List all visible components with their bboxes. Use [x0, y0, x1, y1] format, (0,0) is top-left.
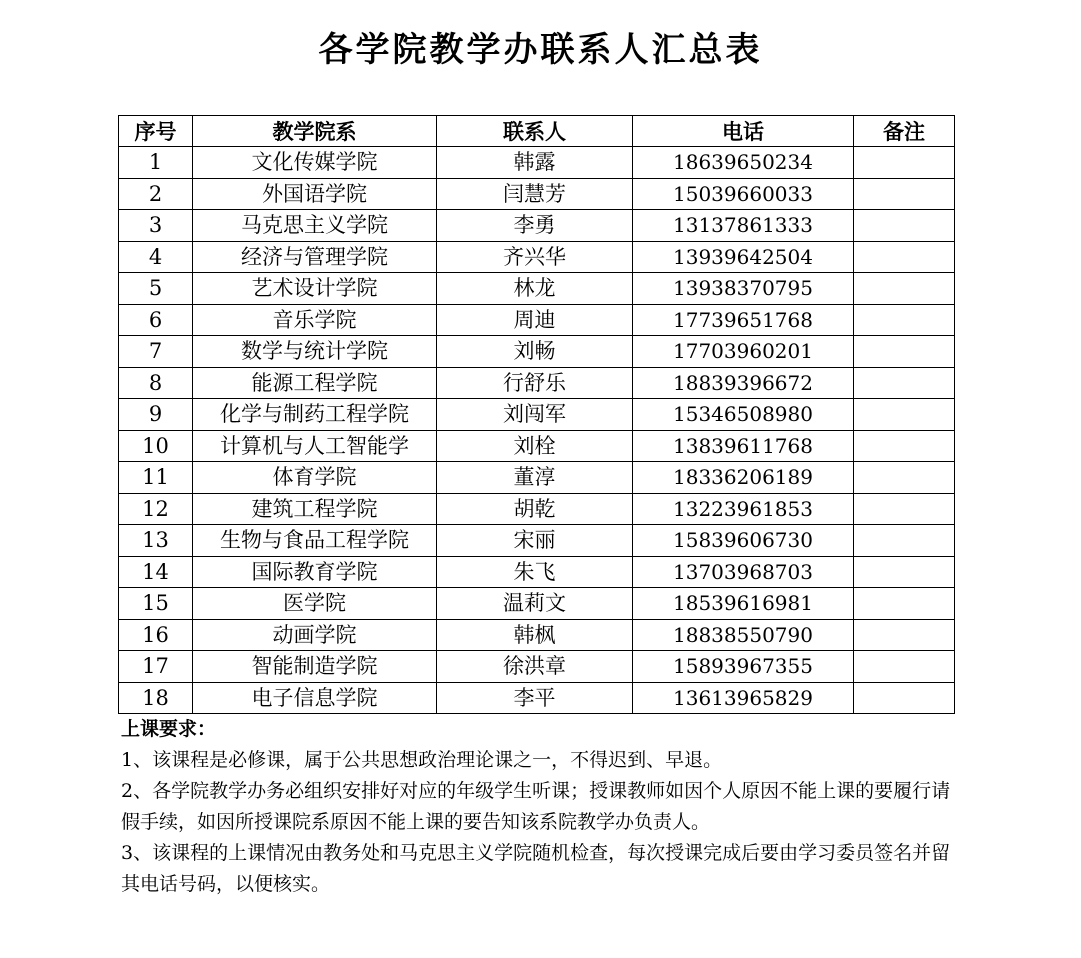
cell-note [854, 336, 955, 368]
cell-no: 18 [119, 682, 193, 714]
cell-contact: 刘畅 [437, 336, 633, 368]
cell-contact: 温莉文 [437, 588, 633, 620]
cell-contact: 董淳 [437, 462, 633, 494]
cell-note [854, 241, 955, 273]
cell-no: 10 [119, 430, 193, 462]
cell-college: 国际教育学院 [193, 556, 437, 588]
cell-no: 11 [119, 462, 193, 494]
cell-note [854, 273, 955, 305]
cell-college: 智能制造学院 [193, 651, 437, 683]
header-no: 序号 [119, 116, 193, 147]
cell-note [854, 588, 955, 620]
cell-note [854, 462, 955, 494]
cell-no: 12 [119, 493, 193, 525]
table-row [119, 556, 955, 588]
cell-college: 数学与统计学院 [193, 336, 437, 368]
cell-phone: 18839396672 [633, 367, 854, 399]
cell-phone: 17703960201 [633, 336, 854, 368]
cell-note [854, 682, 955, 714]
requirement-item-1: 1、该课程是必修课，属于公共思想政治理论课之一，不得迟到、早退。 [121, 749, 723, 771]
cell-college: 电子信息学院 [193, 682, 437, 714]
table-row [119, 682, 955, 714]
cell-contact: 闫慧芳 [437, 178, 633, 210]
cell-college: 动画学院 [193, 619, 437, 651]
cell-contact: 胡乾 [437, 493, 633, 525]
cell-college: 外国语学院 [193, 178, 437, 210]
cell-phone: 13223961853 [633, 493, 854, 525]
requirements-section [121, 714, 961, 900]
cell-no: 1 [119, 147, 193, 179]
cell-no: 6 [119, 304, 193, 336]
cell-contact: 韩枫 [437, 619, 633, 651]
cell-no: 2 [119, 178, 193, 210]
cell-college: 化学与制药工程学院 [193, 399, 437, 431]
cell-phone: 13938370795 [633, 273, 854, 305]
table-row [119, 304, 955, 336]
table-row [119, 525, 955, 557]
cell-contact: 徐洪章 [437, 651, 633, 683]
cell-no: 8 [119, 367, 193, 399]
table-row [119, 493, 955, 525]
table-row [119, 336, 955, 368]
cell-contact: 林龙 [437, 273, 633, 305]
table-row [119, 651, 955, 683]
cell-phone: 13137861333 [633, 210, 854, 242]
cell-no: 16 [119, 619, 193, 651]
table-row [119, 430, 955, 462]
table-row [119, 588, 955, 620]
table-row [119, 399, 955, 431]
cell-college: 音乐学院 [193, 304, 437, 336]
cell-no: 13 [119, 525, 193, 557]
cell-note [854, 525, 955, 557]
cell-note [854, 493, 955, 525]
cell-note [854, 399, 955, 431]
cell-contact: 朱飞 [437, 556, 633, 588]
cell-contact: 周迪 [437, 304, 633, 336]
table-row [119, 241, 955, 273]
cell-note [854, 210, 955, 242]
table-row [119, 619, 955, 651]
cell-note [854, 651, 955, 683]
table-body [119, 147, 955, 714]
cell-college: 经济与管理学院 [193, 241, 437, 273]
cell-college: 马克思主义学院 [193, 210, 437, 242]
cell-contact: 韩露 [437, 147, 633, 179]
cell-phone: 18639650234 [633, 147, 854, 179]
cell-contact: 李勇 [437, 210, 633, 242]
cell-phone: 18838550790 [633, 619, 854, 651]
cell-note [854, 430, 955, 462]
cell-college: 文化传媒学院 [193, 147, 437, 179]
cell-no: 7 [119, 336, 193, 368]
cell-phone: 15839606730 [633, 525, 854, 557]
cell-no: 3 [119, 210, 193, 242]
header-note: 备注 [854, 116, 955, 147]
cell-no: 5 [119, 273, 193, 305]
cell-contact: 行舒乐 [437, 367, 633, 399]
cell-no: 4 [119, 241, 193, 273]
table-row [119, 462, 955, 494]
cell-contact: 李平 [437, 682, 633, 714]
cell-note [854, 304, 955, 336]
cell-no: 17 [119, 651, 193, 683]
cell-note [854, 367, 955, 399]
cell-phone: 15346508980 [633, 399, 854, 431]
table-row [119, 367, 955, 399]
cell-college: 体育学院 [193, 462, 437, 494]
cell-note [854, 556, 955, 588]
cell-phone: 13839611768 [633, 430, 854, 462]
cell-phone: 13613965829 [633, 682, 854, 714]
cell-college: 建筑工程学院 [193, 493, 437, 525]
cell-college: 计算机与人工智能学 [193, 430, 437, 462]
cell-college: 医学院 [193, 588, 437, 620]
requirement-item-2: 2、各学院教学办务必组织安排好对应的年级学生听课；授课教师如因个人原因不能上课的要履行请假手续，如因所授课院系原因不能上课的要告知该系院教学办负责人。 [121, 780, 951, 833]
header-college: 教学院系 [193, 116, 437, 147]
cell-phone: 17739651768 [633, 304, 854, 336]
cell-phone: 15039660033 [633, 178, 854, 210]
cell-contact: 宋丽 [437, 525, 633, 557]
contacts-table [118, 115, 955, 714]
header-phone: 电话 [633, 116, 854, 147]
cell-college: 生物与食品工程学院 [193, 525, 437, 557]
table-header-row [119, 116, 955, 147]
table-row [119, 178, 955, 210]
table-row [119, 147, 955, 179]
cell-note [854, 147, 955, 179]
cell-contact: 刘闯军 [437, 399, 633, 431]
cell-contact: 刘栓 [437, 430, 633, 462]
cell-phone: 18336206189 [633, 462, 854, 494]
page-title: 各学院教学办联系人汇总表 [318, 30, 763, 70]
cell-no: 15 [119, 588, 193, 620]
cell-no: 9 [119, 399, 193, 431]
cell-phone: 15893967355 [633, 651, 854, 683]
cell-contact: 齐兴华 [437, 241, 633, 273]
cell-phone: 18539616981 [633, 588, 854, 620]
table-row [119, 273, 955, 305]
cell-note [854, 178, 955, 210]
cell-note [854, 619, 955, 651]
cell-phone: 13703968703 [633, 556, 854, 588]
cell-no: 14 [119, 556, 193, 588]
cell-college: 能源工程学院 [193, 367, 437, 399]
requirement-item-3: 3、该课程的上课情况由教务处和马克思主义学院随机检查，每次授课完成后要由学习委员签名并留其电话号码，以便核实。 [121, 842, 951, 895]
requirements-heading: 上课要求： [121, 718, 217, 740]
cell-phone: 13939642504 [633, 241, 854, 273]
cell-college: 艺术设计学院 [193, 273, 437, 305]
table-row [119, 210, 955, 242]
header-contact: 联系人 [437, 116, 633, 147]
